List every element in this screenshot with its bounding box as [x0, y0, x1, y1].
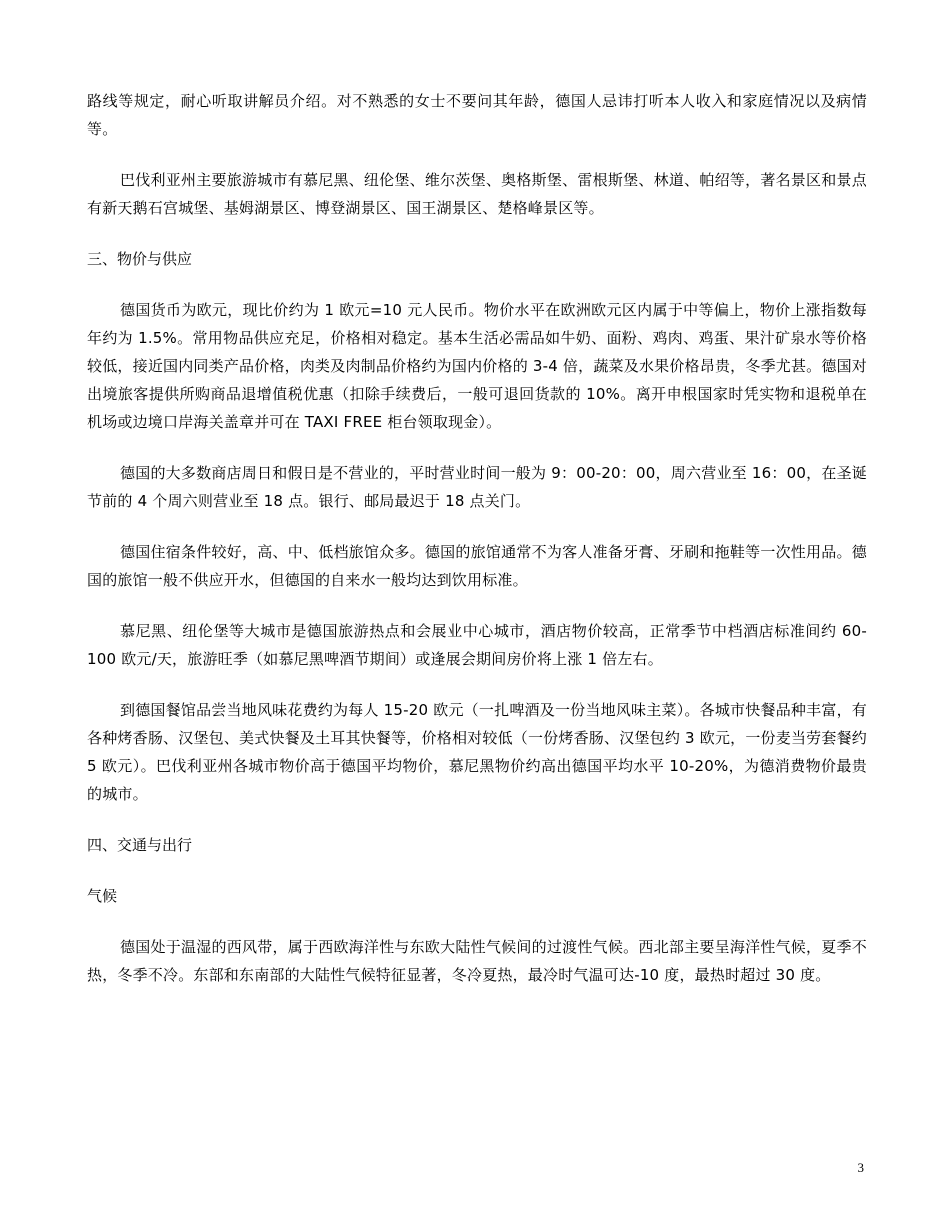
paragraph-etiquette: 路线等规定，耐心听取讲解员介绍。对不熟悉的女士不要问其年龄，德国人忌讳打听本人收入和家庭情况以及病情等。	[87, 92, 867, 138]
section-heading-transport: 四、交通与出行	[87, 836, 193, 854]
paragraph-dining: 到德国餐馆品尝当地风味花费约为每人 15-20 欧元（一扎啤酒及一份当地风味主菜）。各城市快餐品种丰富，有各种烤香肠、汉堡包、美式快餐及土耳其快餐等，价格相对较低（一份烤香肠、汉堡包约 3 欧元，一份麦当劳套餐约 5 欧元）。巴伐利亚州各城市物价高于德国平均物价，慕尼黑物价约高出德国平均水平 10-20%，为德消费物价最贵的城市。	[87, 701, 867, 803]
paragraph-currency: 德国货币为欧元，现比价约为 1 欧元=10 元人民币。物价水平在欧洲欧元区内属于中等偏上，物价上涨指数每年约为 1.5%。常用物品供应充足，价格相对稳定。基本生活必需品如牛奶、面粉、鸡肉、鸡蛋、果汁矿泉水等价格较低，接近国内同类产品价格，肉类及肉制品价格约为国内价格的 3-4 倍，蔬菜及水果价格昂贵，冬季尤甚。德国对出境旅客提供所购商品退增值税优惠（扣除手续费后，一般可退回货款的 10%。离开申根国家时凭实物和退税单在机场或边境口岸海关盖章并可在 TAXI FREE 柜台领取现金）。	[87, 301, 867, 431]
paragraph-shop-hours: 德国的大多数商店周日和假日是不营业的，平时营业时间一般为 9：00-20：00，周六营业至 16：00，在圣诞节前的 4 个周六则营业至 18 点。银行、邮局最迟于 18 点关门。	[87, 464, 867, 510]
paragraph-accommodation: 德国住宿条件较好，高、中、低档旅馆众多。德国的旅馆通常不为客人准备牙膏、牙刷和拖鞋等一次性用品。德国的旅馆一般不供应开水，但德国的自来水一般均达到饮用标准。	[87, 543, 867, 589]
section-heading-prices: 三、物价与供应	[87, 250, 193, 268]
subheading-climate: 气候	[87, 887, 118, 905]
document-body	[87, 87, 867, 1012]
paragraph-climate: 德国处于温湿的西风带，属于西欧海洋性与东欧大陆性气候间的过渡性气候。西北部主要呈海洋性气候，夏季不热，冬季不冷。东部和东南部的大陆性气候特征显著，冬冷夏热，最冷时气温可达-10 度，最热时超过 30 度。	[87, 938, 867, 984]
paragraph-hotel-prices: 慕尼黑、纽伦堡等大城市是德国旅游热点和会展业中心城市，酒店物价较高，正常季节中档酒店标准间约 60-100 欧元/天，旅游旺季（如慕尼黑啤酒节期间）或逢展会期间房价将上涨 1 倍左右。	[87, 622, 867, 668]
paragraph-bavaria-cities: 巴伐利亚州主要旅游城市有慕尼黑、纽伦堡、维尔茨堡、奥格斯堡、雷根斯堡、林道、帕绍等，著名景区和景点有新天鹅石宫城堡、基姆湖景区、博登湖景区、国王湖景区、楚格峰景区等。	[87, 171, 867, 217]
page-number: 3	[857, 1160, 864, 1175]
